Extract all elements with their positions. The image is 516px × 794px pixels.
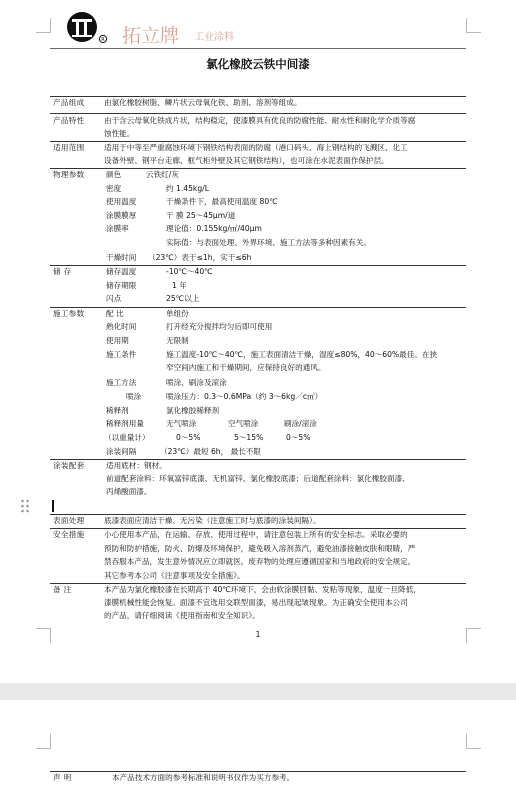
brand-subtitle: 工业涂料 bbox=[194, 32, 234, 43]
thinner-method-brush: 刷涂/滚涂 bbox=[284, 419, 317, 428]
param-value: 打开经充分搅拌均匀后即可使用 bbox=[166, 322, 273, 331]
param-key: 施工方法 bbox=[106, 378, 137, 387]
param-value: 喷涂、刷涂及滚涂 bbox=[166, 378, 227, 387]
logo-mark-icon bbox=[66, 10, 110, 46]
param-key: 密度 bbox=[106, 184, 122, 193]
matching-line: 丙烯酸面漆。 bbox=[106, 487, 152, 496]
text-cursor bbox=[52, 500, 54, 512]
composition-text: 由氯化橡胶树脂、鳞片状云母氧化铁、助剂、溶剂等组成。 bbox=[104, 98, 302, 107]
document-title: 氯化橡胶云铁中间漆 bbox=[206, 57, 310, 71]
safety-line: 预防和防护措施，防火、防爆及环境保护，避免吸入溶剂蒸汽，避免油漆接触皮肤和眼睛，严 bbox=[104, 544, 416, 553]
thinner-weight-key: （以重量计） bbox=[104, 433, 150, 442]
surface-label: 表面处理 bbox=[53, 516, 85, 525]
storage-label: 储 存 bbox=[53, 267, 72, 276]
notes-line: 本产品为氯化橡胶漆在长期高于 40℃环境下，会由软涂膜回黏、发粘等现象，温度一旦降低， bbox=[104, 585, 421, 594]
composition-label: 产品组成 bbox=[53, 98, 85, 107]
scope-line: 适用于中等至严重腐蚀环境下钢铁结构表面的防腐（港口码头、海上钢结构的飞溅区、化工 bbox=[104, 143, 408, 152]
block-drag-handle-icon[interactable] bbox=[20, 498, 30, 514]
margin-corner-top-left bbox=[36, 734, 51, 749]
param-value: （23℃）表干≤1h，实干≤6h bbox=[148, 253, 252, 262]
thinner-usage-key: 稀释剂用量 bbox=[106, 419, 144, 428]
physical-label: 物理参数 bbox=[53, 170, 85, 179]
param-key: 施工条件 bbox=[106, 350, 137, 359]
thinner-method-air: 空气喷涂 bbox=[228, 419, 259, 428]
disclaimer-label: 声 明 bbox=[53, 773, 72, 782]
scope-label: 适用范围 bbox=[53, 143, 85, 152]
param-key: 储存期限 bbox=[106, 281, 137, 290]
param-key: 稀释剂 bbox=[106, 406, 129, 415]
page-number: 1 bbox=[255, 630, 261, 639]
matching-line: 前道配套涂料：环氧富锌底漆、无机富锌、氯化橡胶底漆；后道配套涂料：氯化橡胶面漆、 bbox=[106, 474, 410, 483]
param-value: 单组份 bbox=[166, 309, 189, 318]
param-value: 约 1.45kg/L bbox=[166, 184, 209, 193]
safety-label: 安全措施 bbox=[53, 530, 85, 539]
matching-line: 适用底材：钢材。 bbox=[106, 461, 167, 470]
brand-name: 拓立牌 bbox=[122, 25, 180, 47]
margin-corner-top-right bbox=[466, 734, 481, 749]
param-value: 25℃以上 bbox=[166, 294, 200, 303]
safety-line: 其它参考本公司《注意事项及安全措施》。 bbox=[104, 571, 245, 580]
document-page-2 bbox=[0, 700, 516, 794]
scope-line: 设备外壁、钢平台走廊、框气柜外壁及其它钢铁结构），也可涂在水泥表面作保护层。 bbox=[104, 156, 389, 165]
param-key: 涂装间隔 bbox=[106, 447, 137, 456]
param-value: 氯化橡胶稀释剂 bbox=[166, 406, 220, 415]
param-value: 窄空间内施工和干燥期间，应保持良好的通风。 bbox=[166, 363, 326, 372]
param-value: -10℃～40℃ bbox=[166, 267, 213, 276]
param-key: 使用温度 bbox=[106, 197, 137, 206]
param-key: 喷涂 bbox=[126, 392, 142, 401]
param-key: 闪点 bbox=[106, 294, 122, 303]
features-line: 由于含云母氧化铁成片状，结构稳定，使漆膜具有优良的防腐性能、耐水性和耐化学介质等腐 bbox=[104, 116, 416, 125]
param-key: 涂膜膜厚 bbox=[106, 211, 137, 220]
param-key: 使用期 bbox=[106, 336, 129, 345]
param-key: 储存温度 bbox=[106, 267, 137, 276]
param-value: 云铁红/灰 bbox=[146, 170, 179, 179]
param-value: 1 年 bbox=[172, 281, 187, 290]
features-line: 蚀性能。 bbox=[104, 129, 135, 138]
thinner-value-brush: 0～5% bbox=[286, 433, 311, 442]
disclaimer-text: 本产品技术方面的参考标准和说明书仅作为买方参考。 bbox=[112, 773, 295, 782]
param-value: 干 膜 25～45μm/道 bbox=[166, 211, 236, 220]
param-value: 无限制 bbox=[166, 336, 189, 345]
notes-line: 的产品，请仔细阅读《使用指南和安全知识》。 bbox=[104, 611, 260, 620]
param-value: 喷涂压力：0.3～0.6MPa（约 3～6kg／c㎡） bbox=[166, 392, 323, 401]
margin-corner-top-left bbox=[36, 18, 51, 33]
surface-text: 底漆表面应清洁干燥、无污染（注意施工时与底漆的涂装间隔）。 bbox=[104, 516, 321, 525]
svg-text:R: R bbox=[101, 37, 105, 43]
param-value: 理论值：0.155kg/㎡/40μm bbox=[166, 224, 262, 233]
param-value: 实际值：与表面处理、外界环境、施工方法等多种因素有关。 bbox=[166, 238, 372, 247]
thinner-value-air: 5～15% bbox=[234, 433, 264, 442]
margin-corner-top-right bbox=[466, 18, 481, 33]
param-value: （23℃）最短 6h， 最长不限 bbox=[160, 447, 262, 456]
matching-label: 涂装配套 bbox=[53, 461, 85, 470]
thinner-value-airless: 0～5% bbox=[176, 433, 201, 442]
features-label: 产品特性 bbox=[53, 116, 85, 125]
company-logo bbox=[66, 10, 110, 46]
param-key: 熟化时间 bbox=[106, 322, 137, 331]
notes-line: 漆膜机械性能会恢复。面漆不宜选用交联型面漆，易出现起皱现象。为正确安全使用本公司 bbox=[104, 598, 408, 607]
param-value: 施工温度-10℃～40℃，施工表面清洁干燥，湿度≤80%，40～60%最佳。在狭 bbox=[166, 350, 438, 359]
construction-label: 施工参数 bbox=[53, 309, 85, 318]
section-divider bbox=[50, 113, 466, 114]
safety-line: 禁吞服本产品，发生意外情况应立即就医。废弃物的处理应遵循国家和当地政府的安全规定。 bbox=[104, 557, 416, 566]
notes-label: 备 注 bbox=[53, 585, 72, 594]
thinner-method-airless: 无气喷涂 bbox=[166, 419, 197, 428]
param-key: 涂膜率 bbox=[106, 224, 129, 233]
safety-line: 小心使用本产品，在运输、存放、使用过程中，请注意包装上所有的安全标志。采取必要的 bbox=[104, 530, 408, 539]
param-key: 干燥时间 bbox=[106, 253, 137, 262]
param-value: 干燥条件下，最高使用温度 80℃ bbox=[166, 197, 278, 206]
header-rule bbox=[50, 48, 466, 49]
param-key: 颜色 bbox=[106, 170, 122, 179]
param-key: 配 比 bbox=[106, 309, 124, 318]
